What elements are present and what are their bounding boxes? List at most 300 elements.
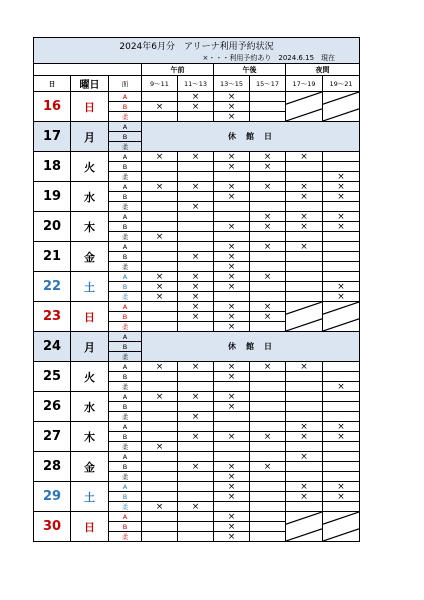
empty-slot — [142, 412, 178, 422]
reserved-mark: × — [178, 252, 214, 262]
reserved-mark: × — [250, 362, 286, 372]
day-number: 17 — [34, 122, 71, 152]
day-row — [34, 512, 360, 522]
reserved-mark: × — [142, 272, 178, 282]
surface-label: B — [109, 252, 142, 262]
surface-label: B — [109, 462, 142, 472]
day-row — [34, 452, 360, 462]
strike-through-lines — [323, 302, 359, 331]
empty-slot — [286, 172, 323, 182]
empty-slot — [250, 532, 286, 542]
empty-slot — [178, 162, 214, 172]
reserved-mark: × — [178, 392, 214, 402]
day-number: 19 — [34, 182, 71, 212]
reserved-mark: × — [178, 202, 214, 212]
empty-slot — [142, 382, 178, 392]
reserved-mark: × — [323, 222, 360, 232]
empty-slot — [214, 502, 250, 512]
period-afternoon: 午後 — [214, 64, 286, 76]
reserved-mark: × — [178, 362, 214, 372]
empty-slot — [323, 502, 360, 512]
empty-slot — [178, 242, 214, 252]
reserved-mark: × — [250, 432, 286, 442]
day-row — [34, 242, 360, 252]
empty-slot — [178, 112, 214, 122]
weekday-label: 金 — [71, 452, 109, 482]
empty-slot — [178, 382, 214, 392]
reserved-mark: × — [178, 462, 214, 472]
empty-slot — [286, 392, 323, 402]
empty-slot — [323, 272, 360, 282]
weekday-label: 水 — [71, 392, 109, 422]
empty-slot — [142, 482, 178, 492]
surface-label: B — [109, 162, 142, 172]
header-slot: 13～15 — [214, 76, 250, 92]
reserved-mark: × — [178, 272, 214, 282]
reserved-mark: × — [323, 382, 360, 392]
strike-through-lines — [323, 512, 359, 541]
surface-label: 柔 — [109, 412, 142, 422]
reserved-mark: × — [214, 362, 250, 372]
surface-label: 柔 — [109, 532, 142, 542]
surface-label: B — [109, 222, 142, 232]
reserved-mark: × — [214, 222, 250, 232]
surface-label: A — [109, 362, 142, 372]
empty-slot — [178, 472, 214, 482]
empty-slot — [323, 152, 360, 162]
strike-through-lines — [286, 302, 322, 331]
surface-label: 柔 — [109, 382, 142, 392]
reserved-mark: × — [250, 152, 286, 162]
reserved-mark: × — [214, 492, 250, 502]
reserved-mark: × — [250, 242, 286, 252]
period-night: 夜間 — [286, 64, 360, 76]
day-row — [34, 482, 360, 492]
reserved-mark: × — [286, 492, 323, 502]
empty-slot — [214, 172, 250, 182]
surface-label: B — [109, 312, 142, 322]
header-slot: 15～17 — [250, 76, 286, 92]
empty-slot — [178, 492, 214, 502]
reserved-mark: × — [286, 422, 323, 432]
reserved-mark: × — [214, 372, 250, 382]
day-row — [34, 392, 360, 402]
empty-slot — [250, 232, 286, 242]
surface-label: A — [109, 392, 142, 402]
day-number: 26 — [34, 392, 71, 422]
reserved-mark: × — [250, 162, 286, 172]
empty-slot — [142, 302, 178, 312]
empty-slot — [323, 252, 360, 262]
surface-label: B — [109, 402, 142, 412]
empty-slot — [142, 192, 178, 202]
unavailable-slot — [323, 92, 360, 122]
empty-slot — [178, 422, 214, 432]
surface-label: A — [109, 182, 142, 192]
empty-slot — [250, 372, 286, 382]
closed-day-label: 休 館 日 — [142, 332, 360, 362]
surface-label: 柔 — [109, 172, 142, 182]
empty-slot — [142, 172, 178, 182]
reserved-mark: × — [214, 302, 250, 312]
empty-slot — [250, 102, 286, 112]
weekday-label: 火 — [71, 362, 109, 392]
weekday-label: 火 — [71, 152, 109, 182]
surface-label: B — [109, 372, 142, 382]
surface-label: A — [109, 452, 142, 462]
empty-slot — [286, 292, 323, 302]
legend-note: ×・・・利用予約あり 2024.6.15 現在 — [34, 52, 360, 64]
empty-slot — [214, 202, 250, 212]
empty-slot — [142, 462, 178, 472]
empty-slot — [250, 262, 286, 272]
reserved-mark: × — [214, 472, 250, 482]
unavailable-slot — [286, 512, 323, 542]
empty-slot — [323, 472, 360, 482]
empty-slot — [178, 512, 214, 522]
empty-slot — [286, 252, 323, 262]
weekday-label: 月 — [71, 122, 109, 152]
empty-slot — [142, 492, 178, 502]
empty-slot — [178, 192, 214, 202]
reserved-mark: × — [323, 212, 360, 222]
reserved-mark: × — [178, 302, 214, 312]
surface-label: 柔 — [109, 142, 142, 152]
empty-slot — [178, 172, 214, 182]
reserved-mark: × — [214, 152, 250, 162]
reserved-mark: × — [142, 182, 178, 192]
reserved-mark: × — [214, 252, 250, 262]
empty-slot — [142, 522, 178, 532]
strike-through-lines — [323, 92, 359, 121]
day-number: 16 — [34, 92, 71, 122]
closed-day-label: 休 館 日 — [142, 122, 360, 152]
reserved-mark: × — [214, 272, 250, 282]
reserved-mark: × — [286, 242, 323, 252]
empty-slot — [250, 202, 286, 212]
period-spacer — [34, 64, 142, 76]
day-row — [34, 212, 360, 222]
reserved-mark: × — [214, 102, 250, 112]
empty-slot — [214, 292, 250, 302]
empty-slot — [142, 512, 178, 522]
period-morning: 午前 — [142, 64, 214, 76]
empty-slot — [286, 282, 323, 292]
surface-label: A — [109, 92, 142, 102]
empty-slot — [323, 242, 360, 252]
day-number: 20 — [34, 212, 71, 242]
reserved-mark: × — [286, 182, 323, 192]
weekday-label: 日 — [71, 302, 109, 332]
weekday-label: 金 — [71, 242, 109, 272]
empty-slot — [178, 372, 214, 382]
day-row — [34, 362, 360, 372]
day-row — [34, 302, 360, 312]
empty-slot — [250, 392, 286, 402]
reserved-mark: × — [214, 282, 250, 292]
empty-slot — [142, 252, 178, 262]
reserved-mark: × — [214, 512, 250, 522]
empty-slot — [142, 162, 178, 172]
reserved-mark: × — [178, 502, 214, 512]
empty-slot — [286, 442, 323, 452]
surface-label: A — [109, 422, 142, 432]
surface-label: A — [109, 302, 142, 312]
reserved-mark: × — [323, 172, 360, 182]
reserved-mark: × — [214, 312, 250, 322]
empty-slot — [323, 372, 360, 382]
empty-slot — [323, 452, 360, 462]
surface-label: 柔 — [109, 262, 142, 272]
reserved-mark: × — [214, 392, 250, 402]
empty-slot — [142, 222, 178, 232]
day-row — [34, 272, 360, 282]
empty-slot — [250, 382, 286, 392]
reserved-mark: × — [214, 532, 250, 542]
empty-slot — [250, 172, 286, 182]
reserved-mark: × — [286, 452, 323, 462]
day-number: 22 — [34, 272, 71, 302]
reserved-mark: × — [286, 152, 323, 162]
reserved-mark: × — [286, 482, 323, 492]
day-row — [34, 122, 360, 132]
empty-slot — [178, 522, 214, 532]
empty-slot — [214, 442, 250, 452]
day-number: 27 — [34, 422, 71, 452]
reserved-mark: × — [323, 192, 360, 202]
empty-slot — [142, 312, 178, 322]
reserved-mark: × — [178, 432, 214, 442]
surface-label: A — [109, 332, 142, 342]
surface-label: 柔 — [109, 322, 142, 332]
reserved-mark: × — [214, 182, 250, 192]
reserved-mark: × — [286, 432, 323, 442]
weekday-label: 木 — [71, 212, 109, 242]
reserved-mark: × — [214, 482, 250, 492]
empty-slot — [250, 112, 286, 122]
empty-slot — [323, 442, 360, 452]
empty-slot — [142, 532, 178, 542]
surface-label: 柔 — [109, 442, 142, 452]
empty-slot — [250, 452, 286, 462]
unavailable-slot — [323, 302, 360, 332]
empty-slot — [250, 472, 286, 482]
empty-slot — [142, 322, 178, 332]
day-number: 23 — [34, 302, 71, 332]
reserved-mark: × — [214, 112, 250, 122]
day-number: 29 — [34, 482, 71, 512]
reserved-mark: × — [142, 102, 178, 112]
page-title: 2024年6月分 アリーナ利用予約状況 — [34, 38, 360, 53]
header-slot: 9～11 — [142, 76, 178, 92]
reserved-mark: × — [142, 392, 178, 402]
empty-slot — [323, 412, 360, 422]
empty-slot — [250, 512, 286, 522]
surface-label: 柔 — [109, 112, 142, 122]
empty-slot — [214, 412, 250, 422]
empty-slot — [142, 372, 178, 382]
surface-label: A — [109, 212, 142, 222]
surface-label: B — [109, 192, 142, 202]
empty-slot — [178, 222, 214, 232]
empty-slot — [142, 202, 178, 212]
unavailable-slot — [286, 92, 323, 122]
empty-slot — [323, 202, 360, 212]
day-number: 30 — [34, 512, 71, 542]
reserved-mark: × — [323, 292, 360, 302]
empty-slot — [178, 232, 214, 242]
weekday-label: 土 — [71, 272, 109, 302]
empty-slot — [250, 482, 286, 492]
reserved-mark: × — [323, 282, 360, 292]
day-row — [34, 92, 360, 102]
reserved-mark: × — [323, 422, 360, 432]
reserved-mark: × — [250, 312, 286, 322]
empty-slot — [323, 262, 360, 272]
day-number: 25 — [34, 362, 71, 392]
reserved-mark: × — [323, 182, 360, 192]
reservation-table — [33, 37, 360, 542]
reserved-mark: × — [323, 432, 360, 442]
reserved-mark: × — [178, 412, 214, 422]
surface-label: B — [109, 432, 142, 442]
surface-label: B — [109, 132, 142, 142]
surface-label: B — [109, 492, 142, 502]
empty-slot — [286, 382, 323, 392]
reserved-mark: × — [178, 92, 214, 102]
empty-slot — [286, 372, 323, 382]
reservation-sheet — [33, 37, 359, 542]
day-row — [34, 422, 360, 432]
unavailable-slot — [323, 512, 360, 542]
weekday-label: 日 — [71, 92, 109, 122]
empty-slot — [286, 232, 323, 242]
empty-slot — [286, 502, 323, 512]
weekday-label: 木 — [71, 422, 109, 452]
empty-slot — [286, 462, 323, 472]
empty-slot — [142, 432, 178, 442]
surface-label: B — [109, 102, 142, 112]
day-row — [34, 332, 360, 342]
reserved-mark: × — [214, 92, 250, 102]
surface-label: A — [109, 272, 142, 282]
empty-slot — [142, 452, 178, 462]
reserved-mark: × — [214, 192, 250, 202]
reserved-mark: × — [250, 462, 286, 472]
reserved-mark: × — [214, 322, 250, 332]
empty-slot — [323, 402, 360, 412]
empty-slot — [214, 452, 250, 462]
empty-slot — [250, 422, 286, 432]
reserved-mark: × — [250, 182, 286, 192]
surface-label: 柔 — [109, 472, 142, 482]
reserved-mark: × — [214, 262, 250, 272]
reserved-mark: × — [250, 222, 286, 232]
empty-slot — [250, 402, 286, 412]
reserved-mark: × — [178, 292, 214, 302]
empty-slot — [250, 252, 286, 262]
empty-slot — [214, 422, 250, 432]
surface-label: B — [109, 522, 142, 532]
empty-slot — [142, 212, 178, 222]
surface-label: 柔 — [109, 232, 142, 242]
empty-slot — [250, 92, 286, 102]
surface-label: 柔 — [109, 502, 142, 512]
reserved-mark: × — [142, 442, 178, 452]
empty-slot — [286, 472, 323, 482]
empty-slot — [323, 162, 360, 172]
reserved-mark: × — [142, 282, 178, 292]
surface-label: 柔 — [109, 292, 142, 302]
reserved-mark: × — [250, 302, 286, 312]
empty-slot — [178, 482, 214, 492]
empty-slot — [178, 402, 214, 412]
surface-label: A — [109, 512, 142, 522]
reserved-mark: × — [178, 182, 214, 192]
empty-slot — [214, 382, 250, 392]
day-number: 21 — [34, 242, 71, 272]
empty-slot — [286, 202, 323, 212]
empty-slot — [250, 502, 286, 512]
empty-slot — [286, 272, 323, 282]
empty-slot — [250, 412, 286, 422]
weekday-label: 土 — [71, 482, 109, 512]
empty-slot — [286, 412, 323, 422]
reserved-mark: × — [142, 152, 178, 162]
surface-label: 柔 — [109, 202, 142, 212]
strike-through-lines — [286, 92, 322, 121]
empty-slot — [323, 462, 360, 472]
empty-slot — [142, 242, 178, 252]
surface-label: A — [109, 152, 142, 162]
day-row — [34, 182, 360, 192]
reserved-mark: × — [323, 492, 360, 502]
weekday-label: 日 — [71, 512, 109, 542]
reserved-mark: × — [250, 212, 286, 222]
empty-slot — [250, 442, 286, 452]
empty-slot — [286, 402, 323, 412]
surface-label: A — [109, 242, 142, 252]
empty-slot — [323, 392, 360, 402]
reserved-mark: × — [286, 362, 323, 372]
surface-label: 柔 — [109, 352, 142, 362]
reserved-mark: × — [142, 502, 178, 512]
empty-slot — [142, 472, 178, 482]
empty-slot — [323, 232, 360, 242]
header-surface: 面 — [109, 76, 142, 92]
weekday-label: 月 — [71, 332, 109, 362]
reserved-mark: × — [214, 242, 250, 252]
empty-slot — [250, 292, 286, 302]
empty-slot — [178, 212, 214, 222]
empty-slot — [178, 262, 214, 272]
empty-slot — [178, 442, 214, 452]
surface-label: B — [109, 342, 142, 352]
empty-slot — [286, 262, 323, 272]
reserved-mark: × — [142, 292, 178, 302]
weekday-label: 水 — [71, 182, 109, 212]
empty-slot — [142, 112, 178, 122]
day-number: 18 — [34, 152, 71, 182]
empty-slot — [142, 92, 178, 102]
reserved-mark: × — [286, 192, 323, 202]
surface-label: A — [109, 122, 142, 132]
day-row — [34, 152, 360, 162]
empty-slot — [250, 322, 286, 332]
empty-slot — [214, 232, 250, 242]
surface-label: A — [109, 482, 142, 492]
reserved-mark: × — [178, 152, 214, 162]
